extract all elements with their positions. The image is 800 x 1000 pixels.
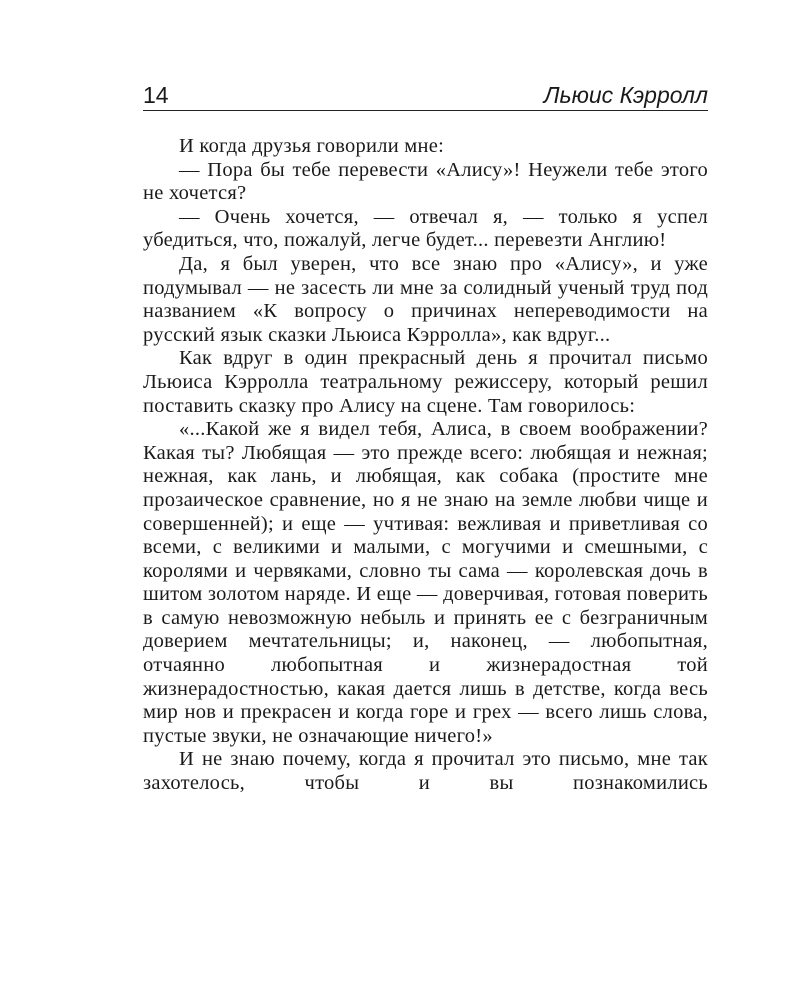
running-title: Льюис Кэрролл xyxy=(543,82,708,108)
paragraph: Как вдруг в один прекрасный день я прочитал письмо Льюиса Кэрролла театральному режиссеру, который решил поставить сказку про Алису на сцене. Там говорилось: xyxy=(143,347,708,417)
paragraph: — Очень хочется, — отвечал я, — только я успел убедиться, что, пожалуй, легче будет... перевезти Англию! xyxy=(143,205,708,252)
paragraph: — Пора бы тебе перевести «Алису»! Неужели тебе этого не хочется? xyxy=(143,158,708,205)
last-paragraph: И не знаю почему, когда я прочитал это письмо, мне так захотелось, чтобы и вы познакомились xyxy=(143,748,708,795)
paragraph: Да, я был уверен, что все знаю про «Алису», и уже подумывал — не засесть ли мне за солидный ученый труд под названием «К вопросу о причинах непереводимости на русский язык сказки Льюиса Кэрролла», как вдруг... xyxy=(143,252,708,346)
page-number: 14 xyxy=(143,82,169,108)
text-body xyxy=(143,135,708,796)
running-head xyxy=(143,80,708,111)
paragraph: И когда друзья говорили мне: xyxy=(179,135,445,157)
paragraph: «...Какой же я видел тебя, Алиса, в своем воображении? Какая ты? Любящая — это прежде всего: любящая и нежная; нежная, как лань, и любящая, как собака (простите мне прозаическое сравнение, но я не знаю на земле любви чище и совершенней); и еще — учтивая: вежливая и приветливая со всеми, с великими и малыми, с могучими и смешными, с королями и червяками, словно ты сама — королевская дочь в шитом золотом наряде. И еще — доверчивая, готовая поверить в самую невозможную небыль и принять ее с безграничным доверием мечтательницы; и, наконец, — любопытная, отчаянно любопытная и жизнерадостная той жизнерадостностью, какая дается лишь в детстве, когда весь мир нов и прекрасен и когда горе и грех — всего лишь слова, пустые звуки, не означающие ничего!» xyxy=(143,418,708,747)
